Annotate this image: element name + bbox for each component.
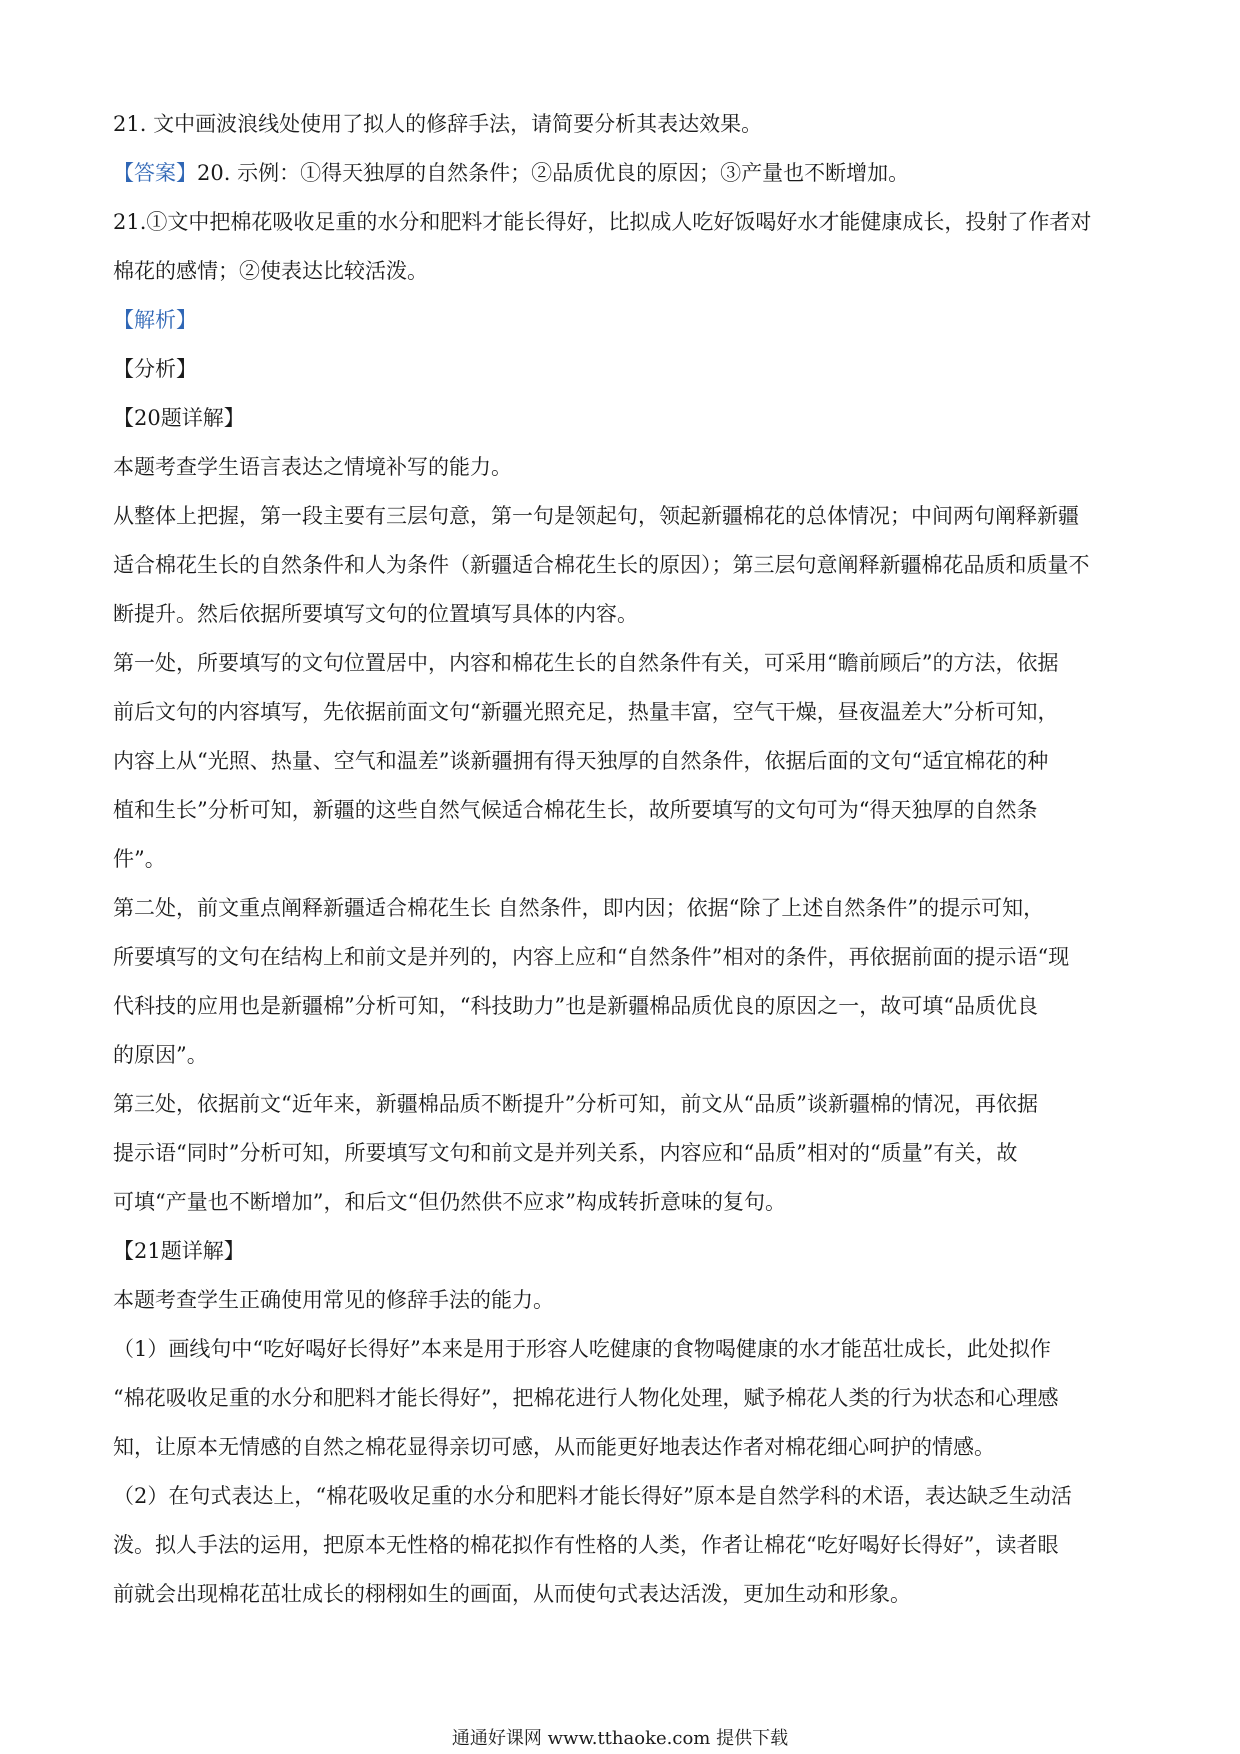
detail-20-line: 的原因”。 [113, 1043, 208, 1067]
detail-20-line: 第三处，依据前文“近年来，新疆棉品质不断提升”分析可知，前文从“品质”谈新疆棉的情况，再依据 [113, 1092, 1038, 1116]
answer-21-line-2: 棉花的感情；②使表达比较活泼。 [113, 259, 428, 283]
detail-20-line: 代科技的应用也是新疆棉”分析可知，“科技助力”也是新疆棉品质优良的原因之一，故可填“品质优良 [113, 994, 1038, 1018]
detail-21-line: 本题考查学生正确使用常见的修辞手法的能力。 [113, 1288, 554, 1312]
answer-21-line-1: 21.①文中把棉花吸收足重的水分和肥料才能长得好，比拟成人吃好饭喝好水才能健康成长，投射了作者对 [113, 210, 1092, 234]
detail-20-line: 适合棉花生长的自然条件和人为条件（新疆适合棉花生长的原因）；第三层句意阐释新疆棉花品质和质量不 [113, 553, 1090, 577]
detail-20-line: 前后文句的内容填写，先依据前面文句“新疆光照充足，热量丰富，空气干燥，昼夜温差大”分析可知， [113, 700, 1059, 724]
detail-21-line: （1）画线句中“吃好喝好长得好”本来是用于形容人吃健康的食物喝健康的水才能茁壮成长，此处拟作 [113, 1337, 1051, 1361]
detail-21-line: 知，让原本无情感的自然之棉花显得亲切可感，从而能更好地表达作者对棉花细心呵护的情感。 [113, 1435, 995, 1459]
detail-21-heading: 【21题详解】 [113, 1239, 245, 1263]
detail-20-line: 本题考查学生语言表达之情境补写的能力。 [113, 455, 512, 479]
jiexi-tag: 【解析】 [113, 308, 197, 332]
document-body [113, 100, 1133, 1619]
detail-21-line: 泼。拟人手法的运用，把原本无性格的棉花拟作有性格的人类，作者让棉花“吃好喝好长得好”，读者眼 [113, 1533, 1059, 1557]
detail-20-heading: 【20题详解】 [113, 406, 245, 430]
page-footer: 通通好课网 www.tthaoke.com 提供下载 [451, 1728, 789, 1749]
detail-20-line: 从整体上把握，第一段主要有三层句意，第一句是领起句，领起新疆棉花的总体情况；中间两句阐释新疆 [113, 504, 1079, 528]
detail-20-line: 所要填写的文句在结构上和前文是并列的，内容上应和“自然条件”相对的条件，再依据前面的提示语“现 [113, 945, 1070, 969]
detail-20-line: 件”。 [113, 847, 166, 871]
detail-20-line: 内容上从“光照、热量、空气和温差”谈新疆拥有得天独厚的自然条件，依据后面的文句“适宜棉花的种 [113, 749, 1049, 773]
detail-21-line: 前就会出现棉花茁壮成长的栩栩如生的画面，从而使句式表达活泼，更加生动和形象。 [113, 1582, 911, 1606]
question-21: 21. 文中画波浪线处使用了拟人的修辞手法，请简要分析其表达效果。 [113, 112, 763, 136]
answer-tag: 【答案】 [113, 161, 197, 185]
fenxi-tag: 【分析】 [113, 357, 197, 381]
detail-21-line: （2）在句式表达上，“棉花吸收足重的水分和肥料才能长得好”原本是自然学科的术语，表达缺乏生动活 [113, 1484, 1072, 1508]
detail-20-line: 第一处，所要填写的文句位置居中，内容和棉花生长的自然条件有关，可采用“瞻前顾后”的方法，依据 [113, 651, 1059, 675]
detail-20-line: 可填“产量也不断增加”，和后文“但仍然供不应求”构成转折意味的复句。 [113, 1190, 786, 1214]
detail-20-line: 提示语“同时”分析可知，所要填写文句和前文是并列关系，内容应和“品质”相对的“质量”有关，故 [113, 1141, 1018, 1165]
detail-21-line: “棉花吸收足重的水分和肥料才能长得好”，把棉花进行人物化处理，赋予棉花人类的行为状态和心理感 [113, 1386, 1059, 1410]
detail-20-line: 第二处，前文重点阐释新疆适合棉花生长 自然条件，即内因；依据“除了上述自然条件”的提示可知， [113, 896, 1045, 920]
detail-20-line: 植和生长”分析可知，新疆的这些自然气候适合棉花生长，故所要填写的文句可为“得天独厚的自然条 [113, 798, 1038, 822]
answer-20-text: 20. 示例：①得天独厚的自然条件；②品质优良的原因；③产量也不断增加。 [197, 161, 910, 185]
answer-20-line [113, 149, 1133, 198]
detail-20-line: 断提升。然后依据所要填写文句的位置填写具体的内容。 [113, 602, 638, 626]
